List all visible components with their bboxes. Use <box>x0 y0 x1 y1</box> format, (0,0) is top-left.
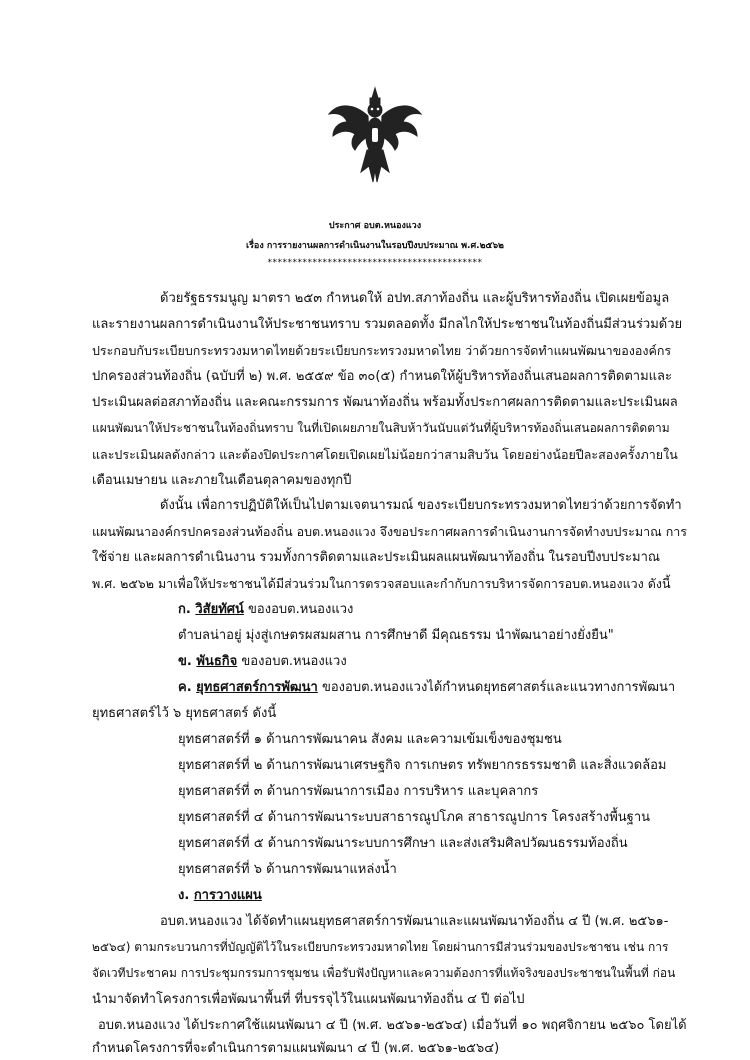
announcement-subject: เรื่อง การรายงานผลการดำเนินงานในรอบปีงบประมาณ พ.ศ.๒๕๖๒ <box>246 241 504 251</box>
strategy-heading: ยุทธศาสตร์การพัฒนา <box>196 680 318 695</box>
purpose-line: พ.ศ. ๒๕๖๒ มาเพื่อให้ประชาชนได้มีส่วนร่วมในการตรวจสอบและกำกับการบริหารจัดการอบต.หนองแวง ดังนี้ <box>92 576 671 591</box>
purpose-line: ใช้จ่าย และผลการดำเนินงาน รวมทั้งการติดตามและประเมินผลแผนพัฒนาท้องถิ่น ในรอบปีงบประมาณ <box>92 550 660 565</box>
mission-prefix: ข. <box>178 654 197 669</box>
intro-line: แผนพัฒนาให้ประชาชนในท้องถิ่นทราบ ในที่เปิดเผยภายในสิบห้าวันนับแต่วันที่ผู้บริหารท้องถิ่นเสนอผลการติดตาม <box>92 421 670 435</box>
planning-prefix: ง. <box>178 888 194 903</box>
planning-line: จัดเวทีประชาคม การประชุมกรรมการชุมชน เพื่อรับฟังปัญหาและความต้องการที่แท้จริงของประชาชนในพื้นที่ ก่อน <box>92 966 676 980</box>
strategy-item: ยุทธศาสตร์ที่ ๖ ด้านการพัฒนาแหล่งน้ำ <box>178 862 397 877</box>
planning-heading-line <box>178 887 262 904</box>
strategy-item: ยุทธศาสตร์ที่ ๕ ด้านการพัฒนาระบบการศึกษา และส่งเสริมศิลปวัฒนธรรมท้องถิ่น <box>178 836 628 851</box>
strategy-suffix: ของอบต.หนองแวงได้กำหนดยุทธศาสตร์และแนวทางการพัฒนา <box>317 680 676 695</box>
planning-line: ๒๕๖๔) ตามกระบวนการที่บัญญัติไว้ในระเบียบกระทรวงมหาดไทย โดยผ่านการมีส่วนร่วมของประชาชน เช่น การ <box>92 940 669 954</box>
planning-line: อบต.หนองแวง ได้ประกาศใช้แผนพัฒนา ๔ ปี (พ.ศ. ๒๕๖๑-๒๕๖๔) เมื่อวันที่ ๑๐ พฤศจิกายน ๒๕๖๐ โดยได้ <box>98 1018 687 1033</box>
strategy-intro: ยุทธศาสตร์ไว้ ๖ ยุทธศาสตร์ ดังนี้ <box>92 706 277 721</box>
strategy-heading-line <box>178 679 675 696</box>
planning-line: นำมาจัดทำโครงการเพื่อพัฒนาพื้นที่ ที่บรรจุไว้ในแผนพัฒนาท้องถิ่น ๔ ปี ต่อไป <box>92 992 525 1007</box>
vision-suffix: ของอบต.หนองแวง <box>243 602 354 617</box>
mission-heading: พันธกิจ <box>196 654 238 669</box>
planning-line: อบต.หนองแวง ได้จัดทำแผนยุทธศาสตร์การพัฒนาและแผนพัฒนาท้องถิ่น ๔ ปี (พ.ศ. ๒๕๖๑- <box>160 914 669 929</box>
intro-line: เดือนเมษายน และภายในเดือนตุลาคมของทุกปี <box>92 473 352 488</box>
vision-heading-line <box>178 601 353 618</box>
vision-heading: วิสัยทัศน์ <box>195 602 244 617</box>
planning-heading: การวางแผน <box>193 888 262 903</box>
vision-text: ตำบลน่าอยู่ มุ่งสู่เกษตรผสมผสาน การศึกษาดี มีคุณธรรม นำพัฒนาอย่างยั่งยืน" <box>178 628 614 643</box>
strategy-item: ยุทธศาสตร์ที่ ๔ ด้านการพัฒนาระบบสาธารณูปโภค สาธารณูปการ โครงสร้างพื้นฐาน <box>178 810 651 825</box>
title-separator: ******************************************* <box>267 258 483 268</box>
intro-line: ด้วยรัฐธรรมนูญ มาตรา ๒๕๓ กำหนดให้ อปท.สภาท้องถิ่น และผู้บริหารท้องถิ่น เปิดเผยข้อมูล <box>160 291 670 306</box>
intro-line: ปกครองส่วนท้องถิ่น (ฉบับที่ ๒) พ.ศ. ๒๕๕๙ ข้อ ๓๐(๕) กำหนดให้ผู้บริหารท้องถิ่นเสนอผลการติดตามและ <box>92 369 672 384</box>
strategy-item: ยุทธศาสตร์ที่ ๒ ด้านการพัฒนาเศรษฐกิจ การเกษตร ทรัพยากรธรรมชาติ และสิ่งแวดล้อม <box>178 758 667 773</box>
intro-line: ประเมินผลต่อสภาท้องถิ่น และคณะกรรมการ พัฒนาท้องถิ่น พร้อมทั้งประกาศผลการติดตามและประเมินผล <box>92 395 678 410</box>
announcement-title: ประกาศ อบต.หนองแวง <box>328 221 422 231</box>
mission-suffix: ของอบต.หนองแวง <box>237 654 347 669</box>
strategy-item: ยุทธศาสตร์ที่ ๓ ด้านการพัฒนาการเมือง การบริหาร และบุคลากร <box>178 784 539 799</box>
strategy-item: ยุทธศาสตร์ที่ ๑ ด้านการพัฒนาคน สังคม และความเข้มเข็งของชุมชน <box>178 732 562 747</box>
purpose-line: แผนพัฒนาองค์กรปกครองส่วนท้องถิ่น อบต.หนองแวง จึงขอประกาศผลการดำเนินงานการจัดทำงบประมาณ การ <box>92 524 688 539</box>
purpose-line: ดังนั้น เพื่อการปฏิบัติให้เป็นไปตามเจตนารมณ์ ของระเบียบกระทรวงมหาดไทยว่าด้วยการจัดทำ <box>160 498 682 513</box>
garuda-emblem-icon <box>325 86 425 186</box>
planning-line: กำหนดโครงการที่จะดำเนินการตามแผนพัฒนา ๔ ปี (พ.ศ. ๒๕๖๑-๒๕๖๔) <box>92 1041 500 1056</box>
strategy-prefix: ค. <box>178 680 197 695</box>
vision-prefix: ก. <box>178 602 196 617</box>
intro-line: และรายงานผลการดำเนินงานให้ประชาชนทราบ รวมตลอดทั้ง มีกลไกให้ประชาชนในท้องถิ่นมีส่วนร่วมด้วย <box>92 317 683 332</box>
intro-line: และประเมินผลดังกล่าว และต้องปิดประกาศโดยเปิดเผยไม่น้อยกว่าสามสิบวัน โดยอย่างน้อยปีละสองครั้งภายใน <box>92 447 678 462</box>
mission-heading-line <box>178 653 347 670</box>
intro-line: ประกอบกับระเบียบกระทรวงมหาดไทยด้วยระเบียบกระทรวงมหาดไทย ว่าด้วยการจัดทำแผนพัฒนาขององค์กร <box>92 343 672 358</box>
